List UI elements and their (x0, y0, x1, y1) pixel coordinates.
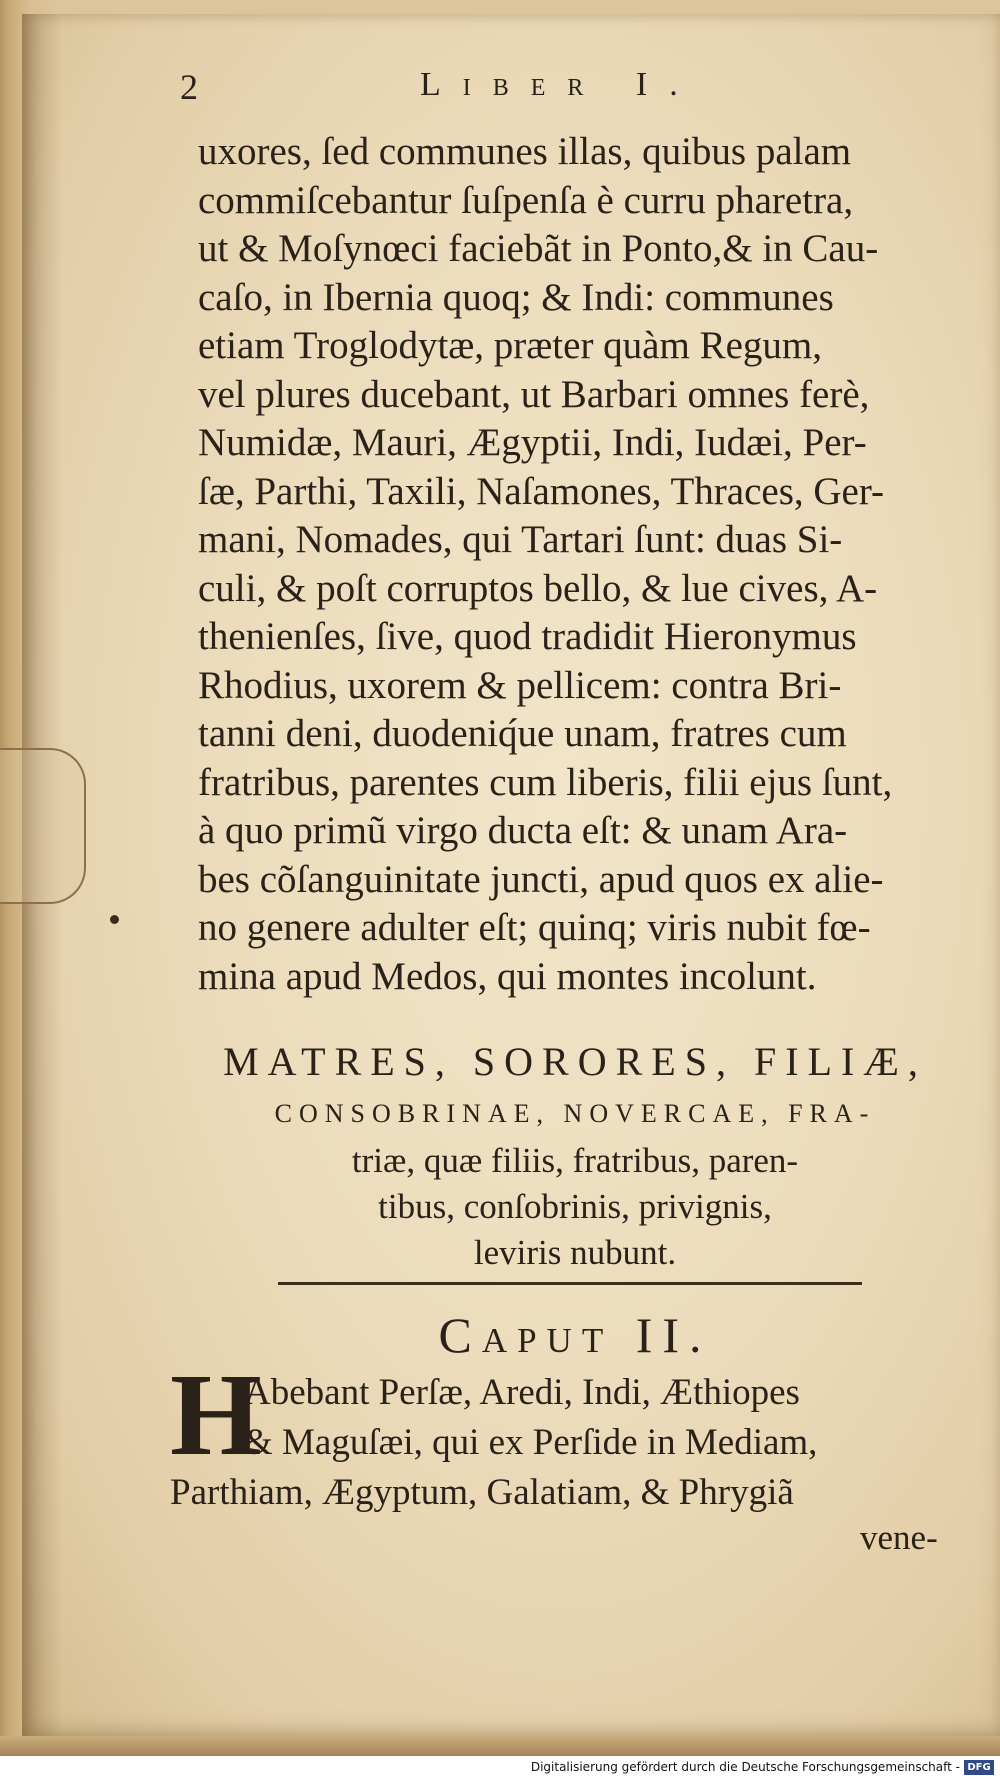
text-line: vel plures ducebant, ut Barbari omnes ferè, (198, 372, 870, 416)
body-paragraph (198, 128, 970, 1001)
digitization-footer (0, 1756, 1000, 1780)
text-line: no genere adulter eſt; quinq; viris nubit fœ- (198, 906, 871, 949)
page-bottom-edge (0, 1736, 1000, 1756)
margin-ink-dot (110, 915, 119, 924)
dfg-logo: DFG (964, 1760, 994, 1775)
section-heading-line: CONSOBRINAE, NOVERCAE, FRA- (274, 1099, 876, 1128)
text-line: à quo primũ virgo ducta eſt: & unam Ara- (198, 809, 848, 852)
text-line: commiſcebantur ſuſpenſa è curru pharetra, (198, 178, 854, 222)
page-number: 2 (180, 67, 198, 107)
text-line: ut & Moſynœci faciebãt in Ponto,& in Cau- (198, 227, 879, 270)
text-line: Rhodius, uxorem & pellicem: contra Bri- (198, 663, 842, 707)
catchword: vene- (860, 1518, 938, 1557)
section-heading-line: MATRES, SORORES, FILIÆ, (223, 1039, 927, 1084)
text-line: etiam Troglodytæ, præter quàm Regum, (198, 324, 822, 367)
text-line: ſæ, Parthi, Taxili, Naſamones, Thraces, Ger- (198, 469, 885, 513)
section-heading-line: tibus, conſobrinis, privignis, (378, 1187, 772, 1226)
chapter-paragraph (170, 1468, 960, 1518)
text-line: tanni deni, duodeniq́ue unam, fratres cum (198, 712, 847, 755)
text-line: bes cõſanguinitate juncti, apud quos ex alie- (198, 857, 884, 901)
chapter-title: Caput II. (438, 1307, 712, 1363)
text-line: Parthiam, Ægyptum, Galatiam, & Phrygiã (170, 1472, 794, 1513)
text-line: mani, Nomades, qui Tartari ſunt: duas Si- (198, 518, 843, 561)
chapter-paragraph-indented (244, 1368, 964, 1468)
section-heading-line: leviris nubunt. (473, 1233, 677, 1272)
section-heading (180, 1034, 970, 1276)
text-line: Abebant Perſæ, Aredi, Indi, Æthiopes (244, 1372, 800, 1413)
page-header (180, 66, 740, 116)
text-line: caſo, in Ibernia quoq; & Indi: communes (198, 275, 834, 319)
text-line: uxores, ſed communes illas, quibus palam (198, 130, 852, 173)
section-heading-line: triæ, quæ filiis, fratribus, paren- (351, 1141, 799, 1180)
text-line: mina apud Medos, qui montes incolunt. (198, 954, 817, 998)
text-line: Numidæ, Mauri, Ægyptii, Indi, Iudæi, Per- (198, 421, 867, 464)
drop-cap: H (170, 1349, 262, 1480)
bookmark-tab (0, 748, 86, 904)
text-line: fratribus, parentes cum liberis, filii ejus ſunt, (198, 760, 893, 804)
text-line: & Maguſæi, qui ex Perſide in Mediam, (244, 1422, 818, 1463)
section-divider-rule (278, 1282, 862, 1285)
text-line: culi, & poſt corruptos bello, & lue cives, A- (198, 566, 878, 610)
footer-credit: Digitalisierung gefördert durch die Deutsche Forschungsgemeinschaft - (530, 1760, 960, 1774)
running-head: Liber I. (420, 66, 700, 103)
text-line: thenienſes, ſive, quod tradidit Hieronymus (198, 615, 857, 658)
